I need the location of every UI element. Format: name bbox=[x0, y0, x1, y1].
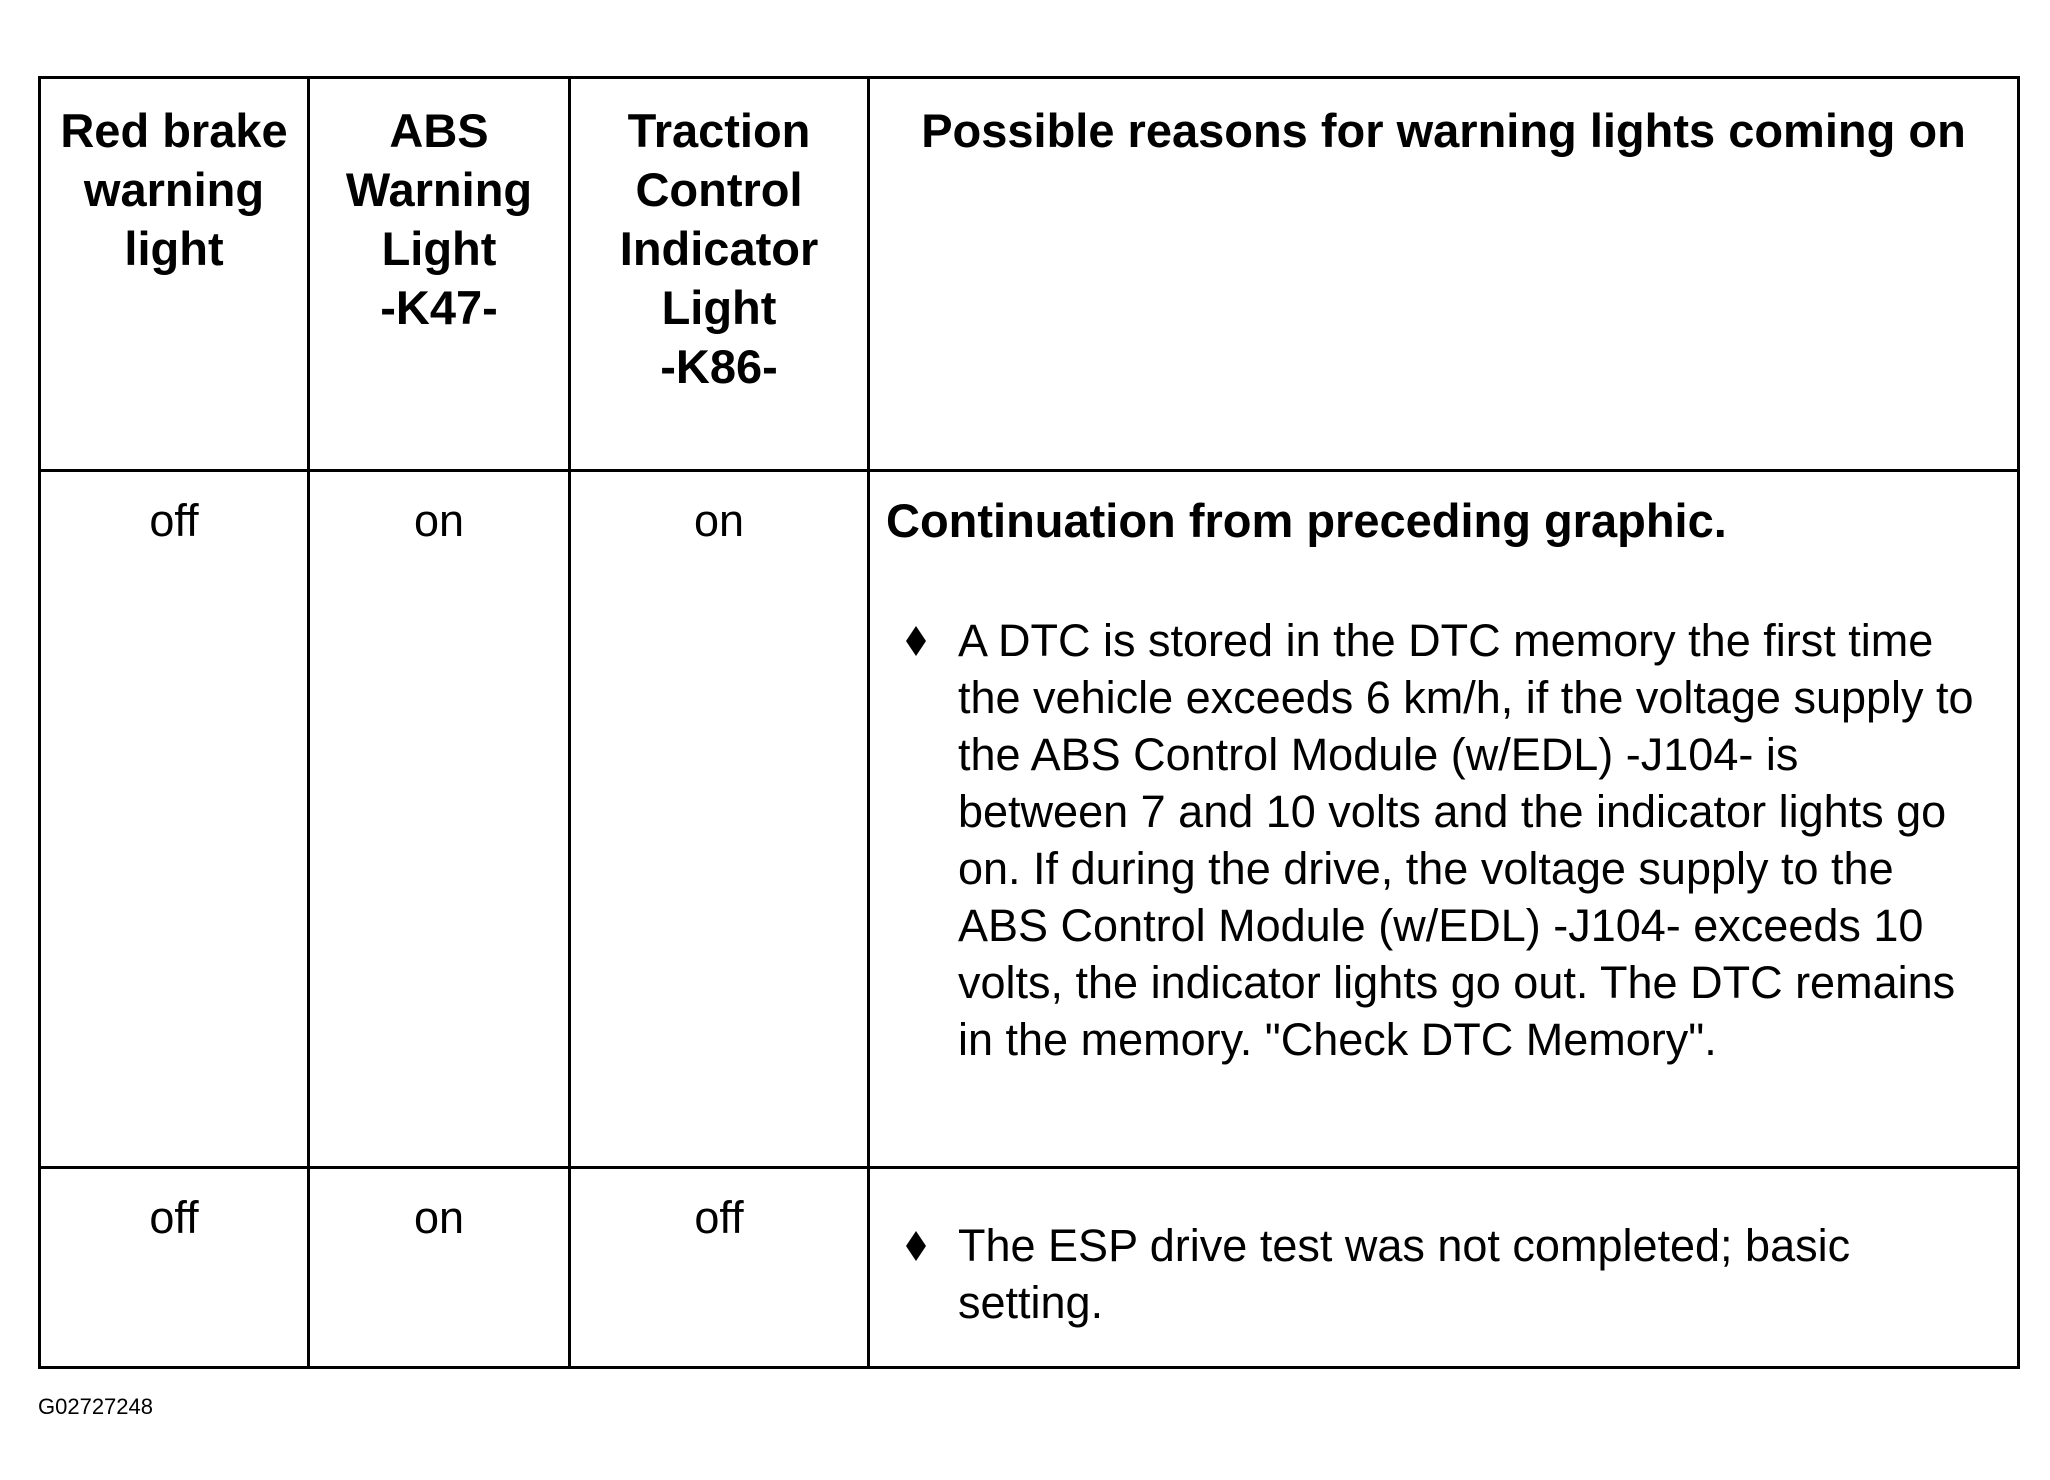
abs-state: on bbox=[309, 471, 570, 1168]
reason-text: A DTC is stored in the DTC memory the first time the vehicle exceeds 6 km/h, if the voltage supply to the ABS Control Module (w/EDL) -J104- is between 7 and 10 volts and the indicator lights go on. If during the drive, the voltage supply to the ABS Control Module (w/EDL) -J104- exceeds 10 volts, the indicator lights go out. The DTC remains in the memory. "Check DTC Memory". bbox=[958, 615, 1974, 1065]
red-brake-state: off bbox=[40, 1168, 309, 1368]
header-red-brake-warning-light bbox=[40, 78, 309, 471]
reason-item bbox=[886, 1217, 1977, 1331]
abs-state: on bbox=[309, 1168, 570, 1368]
warning-lights-table-container bbox=[38, 76, 2020, 1366]
reason-cell bbox=[869, 471, 2019, 1168]
header-red-brake-label: Red brake warning light bbox=[60, 104, 288, 275]
reason-list bbox=[886, 612, 1977, 1068]
warning-lights-table bbox=[38, 76, 2020, 1369]
red-brake-state: off bbox=[40, 471, 309, 1168]
header-traction-code: -K86- bbox=[660, 340, 778, 393]
reason-cell bbox=[869, 1168, 2019, 1368]
reason-list bbox=[886, 1217, 1977, 1331]
table-header-row bbox=[40, 78, 2019, 471]
header-abs-label: ABS Warning Light bbox=[345, 104, 533, 275]
header-traction-control-indicator-light bbox=[570, 78, 869, 471]
figure-id: G02727248 bbox=[38, 1394, 153, 1419]
diamond-bullet-icon bbox=[906, 626, 926, 656]
diamond-bullet-icon bbox=[906, 1231, 926, 1261]
traction-state: on bbox=[570, 471, 869, 1168]
traction-state: off bbox=[570, 1168, 869, 1368]
header-traction-label: Traction Control Indicator Light bbox=[619, 104, 819, 334]
header-possible-reasons-label: Possible reasons for warning lights coming on bbox=[921, 104, 1966, 157]
reason-text: The ESP drive test was not completed; basic setting. bbox=[958, 1220, 1851, 1328]
header-abs-code: -K47- bbox=[380, 281, 498, 334]
table-row bbox=[40, 1168, 2019, 1368]
header-possible-reasons bbox=[869, 78, 2019, 471]
reason-item bbox=[886, 612, 1977, 1068]
header-abs-warning-light bbox=[309, 78, 570, 471]
table-row bbox=[40, 471, 2019, 1168]
continuation-note: Continuation from preceding graphic. bbox=[886, 494, 1727, 547]
